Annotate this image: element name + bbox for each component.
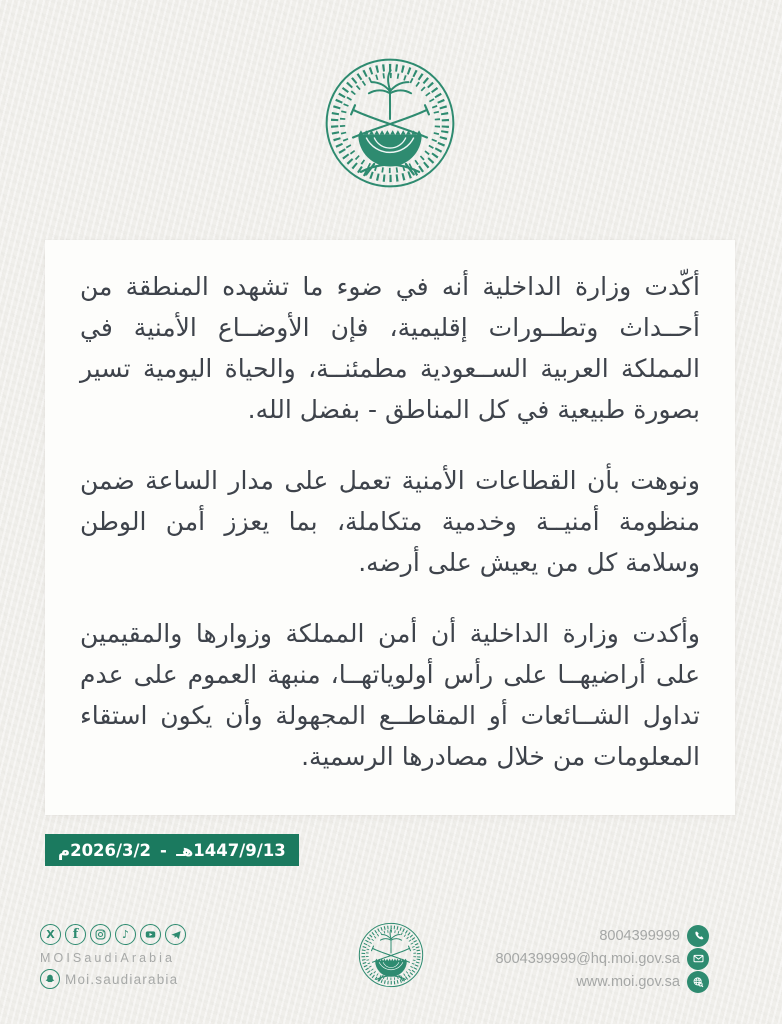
phone-icon [687, 925, 709, 947]
statement-card [45, 240, 735, 815]
facebook-glyph: f [72, 927, 79, 942]
moi-emblem-small-icon [358, 922, 424, 988]
snapchat-handle: Moi.saudiarabia [65, 971, 179, 987]
gregorian-date: 2026/3/2م [58, 840, 152, 860]
snapchat-row [40, 969, 186, 989]
phone-row [599, 925, 709, 946]
tiktok-glyph: ♪ [121, 928, 130, 941]
tiktok-icon [115, 924, 136, 945]
telegram-icon [165, 924, 186, 945]
x-icon [40, 924, 61, 945]
snapchat-icon [40, 969, 60, 989]
hijri-date: 1447/9/13هـ [176, 840, 286, 860]
globe-search-icon [687, 971, 709, 993]
email-icon [687, 948, 709, 970]
website-row [576, 971, 709, 992]
youtube-icon [140, 924, 161, 945]
social-block [40, 924, 186, 989]
contact-block [495, 925, 709, 992]
date-separator: - [160, 840, 168, 860]
website-url: www.moi.gov.sa [576, 973, 680, 990]
instagram-icon [90, 924, 111, 945]
email-row [495, 948, 709, 969]
statement-text [45, 240, 735, 815]
facebook-icon [65, 924, 86, 945]
x-glyph: X [46, 928, 55, 941]
statement-paragraph-1: أكّدت وزارة الداخلية أنه في ضوء ما تشهده المنطقة من أحــداث وتطــورات إقليمية، فإن الأوضــاع الأمنية في المملكة العربية الســعودية مطمئنــة، والحياة اليومية تسير بصورة طبيعية في كل المناطق - بفضل الله. [80, 272, 700, 424]
statement-paragraph-2: ونوهت بأن القطاعات الأمنية تعمل على مدار الساعة ضمن منظومة أمنيــة وخدمية متكاملة، بما يعزز أمن الوطن وسلامة كل من يعيش على أرضه. [80, 466, 700, 577]
date-badge [45, 834, 299, 866]
email-address: 8004399999@hq.moi.gov.sa [495, 950, 680, 967]
social-icons-row [40, 924, 186, 945]
phone-number: 8004399999 [599, 927, 680, 944]
social-handle: MOISaudiArabia [40, 951, 176, 965]
moi-emblem-icon [324, 57, 456, 189]
statement-paragraph-3: وأكدت وزارة الداخلية أن أمن المملكة وزوارها والمقيمين على أراضيهــا على رأس أولوياتهــا، منبهة العموم على عدم تداول الشــائعات أو المقاطــع المجهولة وأن يكون استقاء المعلومات من خلال مصادرها الرسمية. [80, 619, 700, 771]
